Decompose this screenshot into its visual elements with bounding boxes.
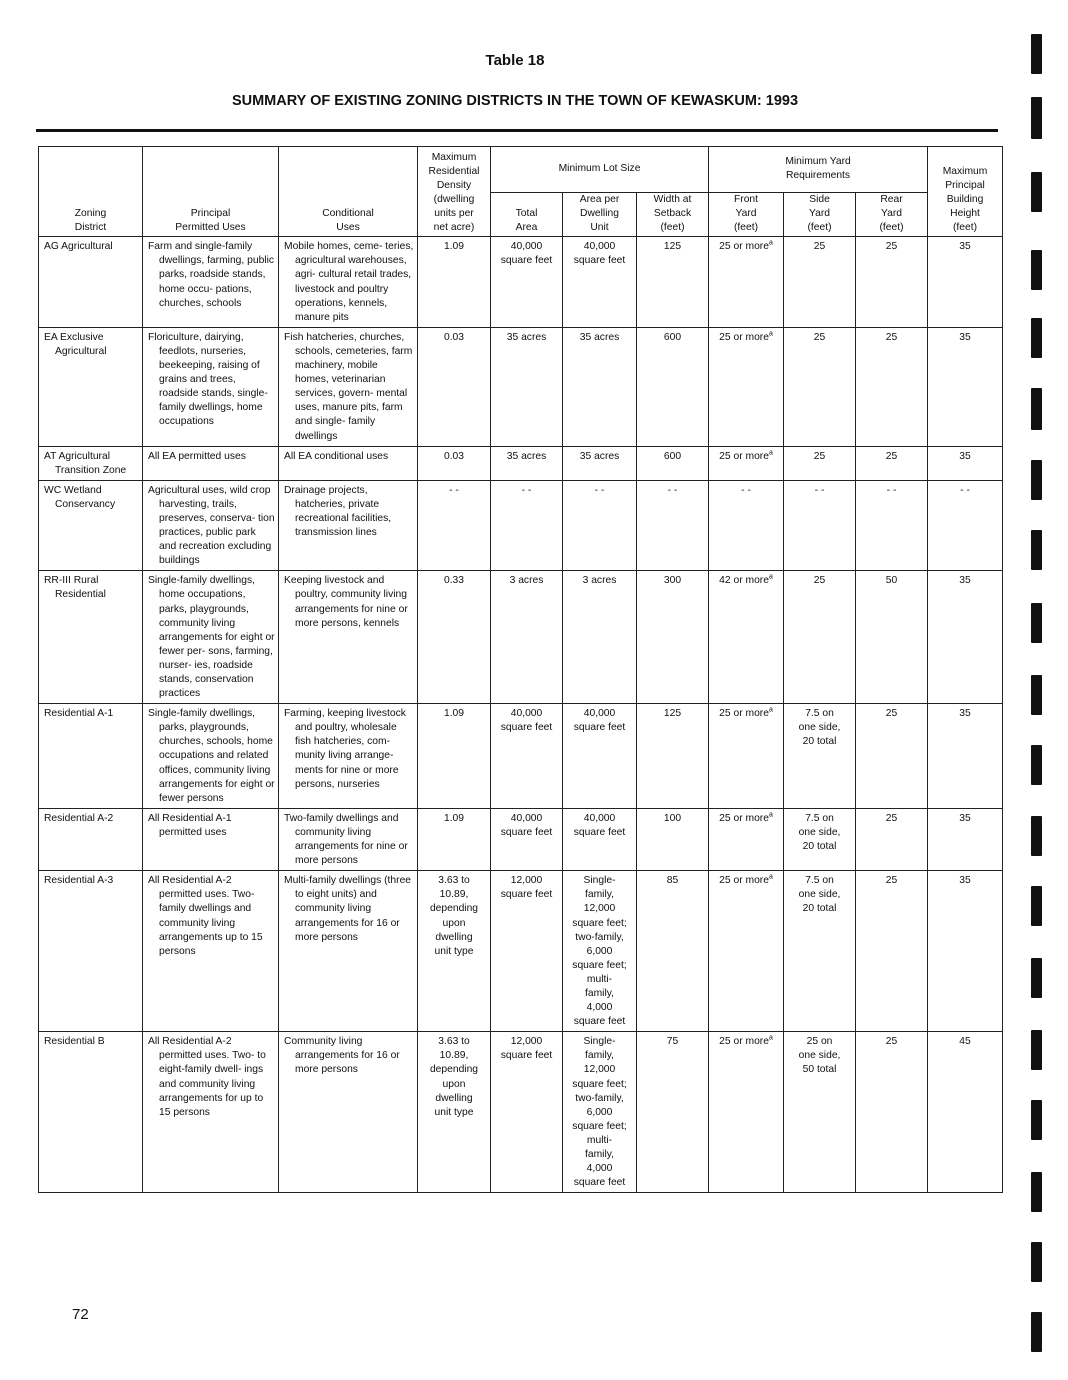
area-per-unit-cell: [563, 808, 637, 870]
margin-bar: [1031, 1172, 1042, 1212]
density-cell-text: 1.09: [443, 812, 465, 824]
width-cell: [637, 571, 709, 704]
header-max-height: Maximum Principal Building Height (feet): [928, 147, 1003, 237]
area-per-unit-cell: [563, 704, 637, 809]
side-yard-cell: [784, 327, 856, 446]
table-row: [39, 808, 1003, 870]
principal-uses-cell: [143, 571, 279, 704]
total-area-cell-text: - -: [521, 484, 532, 496]
principal-uses-cell: [143, 871, 279, 1032]
district-cell: [39, 871, 143, 1032]
density-cell-text: 3.63 to 10.89, depending upon dwelling unit type: [429, 1036, 479, 1118]
total-area-cell: [491, 808, 563, 870]
side-yard-cell: [784, 808, 856, 870]
width-cell: [637, 871, 709, 1032]
front-yard-cell: [709, 446, 784, 480]
width-cell: [637, 237, 709, 328]
front-yard-cell-text: 42 or more: [719, 575, 769, 587]
table-row: [39, 327, 1003, 446]
rear-yard-cell-text: 25: [885, 450, 898, 462]
area-per-unit-cell-text: 35 acres: [579, 450, 620, 462]
density-cell: [418, 704, 491, 809]
rear-yard-cell-text: 25: [885, 1036, 898, 1048]
rear-yard-cell-text: 25: [885, 812, 898, 824]
principal-uses-cell-text: Farm and single-family dwellings, farming, public parks, roadside stands, home occu- pations, churches, schools: [148, 241, 275, 309]
density-cell: [418, 808, 491, 870]
rear-yard-cell-text: 25: [885, 875, 898, 887]
total-area-cell: [491, 327, 563, 446]
footnote-marker: a: [768, 811, 773, 819]
header-side-yard: Side Yard (feet): [784, 193, 856, 237]
margin-bar: [1031, 675, 1042, 715]
principal-uses-cell: [143, 1032, 279, 1193]
side-yard-cell-text: 7.5 on one side, 20 total: [798, 708, 841, 748]
total-area-cell-text: 40,000 square feet: [500, 708, 553, 734]
header-zoning-district: Zoning District: [39, 147, 143, 237]
front-yard-cell-text: 25 or more: [719, 241, 769, 253]
side-yard-cell: [784, 571, 856, 704]
table-row: [39, 571, 1003, 704]
total-area-cell: [491, 571, 563, 704]
margin-bar: [1031, 1100, 1042, 1140]
margin-bar: [1031, 318, 1042, 358]
width-cell-text: 85: [666, 875, 679, 887]
front-yard-cell-text: 25 or more: [719, 812, 769, 824]
width-cell: [637, 327, 709, 446]
conditional-uses-cell-text: Mobile homes, ceme- teries, agricultural warehouses, agri- cultural retail trades, livestock and poultry operations, kennels, manure pits: [284, 241, 414, 323]
height-cell: [928, 704, 1003, 809]
density-cell-text: 0.33: [443, 575, 465, 587]
side-yard-cell-text: 25: [813, 331, 826, 343]
conditional-uses-cell-text: All EA conditional uses: [284, 450, 389, 462]
area-per-unit-cell-text: Single- family, 12,000 square feet; two-family, 6,000 square feet; multi- family, 4,000 square feet: [572, 875, 627, 1028]
rear-yard-cell-text: - -: [886, 484, 897, 496]
principal-uses-cell: [143, 237, 279, 328]
front-yard-cell-text: 25 or more: [719, 708, 769, 720]
area-per-unit-cell-text: - -: [594, 484, 605, 496]
total-area-cell: [491, 237, 563, 328]
table-row: [39, 480, 1003, 571]
table-row: [39, 446, 1003, 480]
footnote-marker: a: [768, 873, 773, 881]
margin-bar: [1031, 1312, 1042, 1352]
side-yard-cell-text: 7.5 on one side, 20 total: [798, 812, 841, 853]
principal-uses-cell-text: Floriculture, dairying, feedlots, nurseries, beekeeping, raising of grains and trees, roadside stands, single-family dwellings, home occupations: [148, 331, 268, 428]
rear-yard-cell: [856, 480, 928, 571]
margin-bar: [1031, 1030, 1042, 1070]
total-area-cell-text: 12,000 square feet: [500, 875, 553, 901]
width-cell-text: 100: [663, 812, 682, 824]
front-yard-cell-text: - -: [741, 484, 751, 496]
width-cell-text: 125: [663, 241, 682, 253]
margin-bar: [1031, 745, 1042, 785]
area-per-unit-cell: [563, 480, 637, 571]
height-cell: [928, 446, 1003, 480]
margin-bar: [1031, 97, 1042, 139]
footnote-marker: a: [768, 706, 773, 714]
area-per-unit-cell-text: 35 acres: [579, 331, 620, 343]
margin-bar: [1031, 816, 1042, 856]
total-area-cell: [491, 871, 563, 1032]
density-cell: [418, 237, 491, 328]
conditional-uses-cell: [279, 704, 418, 809]
district-cell-text: EA Exclusive Agricultural: [44, 331, 107, 357]
district-cell-text: AG Agricultural: [44, 241, 113, 253]
height-cell: [928, 327, 1003, 446]
area-per-unit-cell: [563, 1032, 637, 1193]
rear-yard-cell: [856, 237, 928, 328]
header-conditional-uses: Conditional Uses: [279, 147, 418, 237]
total-area-cell-text: 3 acres: [509, 575, 544, 587]
area-per-unit-cell-text: 40,000 square feet: [573, 708, 626, 734]
density-cell: [418, 1032, 491, 1193]
margin-bar: [1031, 603, 1042, 643]
margin-bar: [1031, 460, 1042, 500]
width-cell: [637, 446, 709, 480]
width-cell-text: 600: [663, 331, 682, 343]
district-cell: [39, 327, 143, 446]
side-yard-cell-text: 7.5 on one side, 20 total: [798, 875, 841, 915]
side-yard-cell-text: 25: [813, 575, 826, 587]
height-cell-text: 35: [959, 241, 971, 253]
area-per-unit-cell-text: 40,000 square feet: [573, 241, 626, 267]
principal-uses-cell-text: Single-family dwellings, parks, playgrounds, churches, schools, home occupations and related offices, community living arrangements for eight or fewer persons: [148, 708, 275, 804]
height-cell-text: 35: [959, 812, 971, 824]
margin-bar: [1031, 886, 1042, 926]
side-yard-cell: [784, 871, 856, 1032]
conditional-uses-cell-text: Two-family dwellings and community living arrangements for nine or more persons: [284, 812, 408, 867]
density-cell-text: - -: [449, 484, 459, 496]
total-area-cell: [491, 480, 563, 571]
table-title: SUMMARY OF EXISTING ZONING DISTRICTS IN THE TOWN OF KEWASKUM: 1993: [231, 93, 799, 109]
side-yard-cell-text: - -: [814, 484, 825, 496]
footnote-marker: a: [768, 239, 773, 247]
height-cell: [928, 571, 1003, 704]
side-yard-cell: [784, 1032, 856, 1193]
rear-yard-cell: [856, 704, 928, 809]
rear-yard-cell-text: 25: [885, 708, 898, 720]
front-yard-cell: [709, 704, 784, 809]
header-min-yard: Minimum Yard Requirements: [709, 147, 928, 193]
principal-uses-cell-text: Agricultural uses, wild crop harvesting, trails, preserves, conserva- tion practices, public park and recreation excluding buildings: [148, 484, 275, 567]
density-cell: [418, 871, 491, 1032]
front-yard-cell-text: 25 or more: [719, 450, 769, 462]
width-cell: [637, 1032, 709, 1193]
footnote-marker: a: [768, 1034, 773, 1042]
zoning-table: [38, 146, 1003, 1193]
height-cell-text: 45: [959, 1036, 971, 1048]
density-cell-text: 1.09: [443, 708, 465, 720]
width-cell: [637, 704, 709, 809]
margin-bar: [1031, 250, 1042, 290]
side-yard-cell-text: 25 on one side, 50 total: [798, 1036, 841, 1076]
margin-bar: [1031, 172, 1042, 212]
conditional-uses-cell-text: Fish hatcheries, churches, schools, cemeteries, farm machinery, mobile homes, veterinarian services, govern- mental uses, manure pits, farm and single- family dwellings: [284, 331, 413, 442]
district-cell: [39, 237, 143, 328]
front-yard-cell-text: 25 or more: [719, 875, 769, 887]
margin-bar: [1031, 388, 1042, 430]
total-area-cell-text: 35 acres: [506, 331, 547, 343]
rear-yard-cell-text: 50: [885, 575, 898, 587]
principal-uses-cell-text: All Residential A-2 permitted uses. Two- to eight-family dwell- ings and community living arrangements for up to 15 persons: [148, 1036, 266, 1118]
header-rear-yard: Rear Yard (feet): [856, 193, 928, 237]
conditional-uses-cell-text: Community living arrangements for 16 or more persons: [284, 1036, 400, 1076]
district-cell-text: RR-III Rural Residential: [44, 575, 106, 601]
header-min-lot-size: Minimum Lot Size: [491, 147, 709, 193]
district-cell-text: AT Agricultural Transition Zone: [44, 450, 127, 476]
principal-uses-cell: [143, 480, 279, 571]
header-total-area: Total Area: [491, 193, 563, 237]
title-rule: [36, 129, 998, 132]
width-cell-text: 600: [663, 450, 682, 462]
conditional-uses-cell: [279, 480, 418, 571]
table-row: [39, 237, 1003, 328]
front-yard-cell: [709, 237, 784, 328]
rear-yard-cell: [856, 808, 928, 870]
table-row: [39, 704, 1003, 809]
front-yard-cell: [709, 808, 784, 870]
height-cell-text: 35: [959, 450, 971, 462]
density-cell: [418, 446, 491, 480]
density-cell-text: 0.03: [443, 331, 465, 343]
conditional-uses-cell: [279, 871, 418, 1032]
side-yard-cell: [784, 237, 856, 328]
side-yard-cell-text: 25: [813, 450, 826, 462]
conditional-uses-cell: [279, 571, 418, 704]
front-yard-cell: [709, 571, 784, 704]
height-cell: [928, 871, 1003, 1032]
district-cell-text: Residential A-3: [44, 875, 114, 887]
side-yard-cell: [784, 480, 856, 571]
area-per-unit-cell: [563, 327, 637, 446]
width-cell-text: 125: [663, 708, 682, 720]
area-per-unit-cell: [563, 871, 637, 1032]
district-cell: [39, 1032, 143, 1193]
total-area-cell-text: 35 acres: [506, 450, 547, 462]
district-cell-text: Residential A-1: [44, 708, 114, 720]
district-cell: [39, 704, 143, 809]
rear-yard-cell: [856, 571, 928, 704]
total-area-cell-text: 40,000 square feet: [500, 812, 553, 838]
footnote-marker: a: [768, 449, 773, 457]
front-yard-cell-text: 25 or more: [719, 331, 769, 343]
density-cell: [418, 327, 491, 446]
front-yard-cell: [709, 327, 784, 446]
header-front-yard: Front Yard (feet): [709, 193, 784, 237]
density-cell-text: 0.03: [443, 450, 465, 462]
height-cell-text: 35: [959, 708, 971, 720]
margin-bar: [1031, 530, 1042, 570]
district-cell: [39, 446, 143, 480]
front-yard-cell: [709, 1032, 784, 1193]
principal-uses-cell: [143, 327, 279, 446]
area-per-unit-cell: [563, 571, 637, 704]
total-area-cell-text: 40,000 square feet: [500, 241, 553, 267]
page-number: 72: [72, 1306, 89, 1323]
area-per-unit-cell-text: 3 acres: [582, 575, 617, 587]
total-area-cell: [491, 1032, 563, 1193]
district-cell: [39, 480, 143, 571]
area-per-unit-cell-text: 40,000 square feet: [573, 812, 626, 838]
conditional-uses-cell-text: Multi-family dwellings (three to eight units) and community living arrangements for 16 or more persons: [284, 875, 412, 943]
conditional-uses-cell: [279, 446, 418, 480]
footnote-marker: a: [768, 330, 773, 338]
margin-bar: [1031, 958, 1042, 998]
total-area-cell: [491, 704, 563, 809]
width-cell: [637, 808, 709, 870]
height-cell: [928, 808, 1003, 870]
density-cell: [418, 571, 491, 704]
density-cell: [418, 480, 491, 571]
rear-yard-cell: [856, 871, 928, 1032]
density-cell-text: 1.09: [443, 241, 465, 253]
principal-uses-cell-text: All EA permitted uses: [148, 450, 246, 462]
header-area-per-unit: Area per Dwelling Unit: [563, 193, 637, 237]
principal-uses-cell: [143, 808, 279, 870]
total-area-cell: [491, 446, 563, 480]
rear-yard-cell: [856, 327, 928, 446]
conditional-uses-cell-text: Farming, keeping livestock and poultry, wholesale fish hatcheries, com- munity living arrange- ments for nine or more persons, nurseries: [284, 708, 406, 790]
width-cell-text: 300: [663, 575, 682, 587]
margin-bar: [1031, 1242, 1042, 1282]
principal-uses-cell: [143, 704, 279, 809]
height-cell-text: 35: [959, 575, 971, 587]
area-per-unit-cell-text: Single- family, 12,000 square feet; two-family, 6,000 square feet; multi- family, 4,000 square feet: [572, 1036, 627, 1189]
rear-yard-cell: [856, 446, 928, 480]
table-number: Table 18: [485, 52, 545, 69]
area-per-unit-cell: [563, 446, 637, 480]
area-per-unit-cell: [563, 237, 637, 328]
side-yard-cell: [784, 704, 856, 809]
conditional-uses-cell-text: Keeping livestock and poultry, community living arrangements for nine or more persons, kennels: [284, 575, 408, 629]
principal-uses-cell-text: All Residential A-2 permitted uses. Two- family dwellings and community living arrangements up to 15 persons: [148, 875, 263, 957]
district-cell: [39, 571, 143, 704]
rear-yard-cell-text: 25: [885, 331, 898, 343]
width-cell-text: - -: [667, 484, 678, 496]
density-cell-text: 3.63 to 10.89, depending upon dwelling unit type: [429, 875, 479, 957]
height-cell-text: 35: [959, 331, 971, 343]
table-row: [39, 871, 1003, 1032]
district-cell: [39, 808, 143, 870]
header-width-setback: Width at Setback (feet): [637, 193, 709, 237]
height-cell-text: 35: [959, 875, 971, 887]
conditional-uses-cell: [279, 1032, 418, 1193]
table-row: [39, 1032, 1003, 1193]
height-cell: [928, 480, 1003, 571]
footnote-marker: a: [768, 573, 773, 581]
front-yard-cell-text: 25 or more: [719, 1036, 769, 1048]
conditional-uses-cell: [279, 327, 418, 446]
margin-bar: [1031, 34, 1042, 74]
front-yard-cell: [709, 480, 784, 571]
width-cell-text: 75: [666, 1036, 679, 1048]
header-max-density: Maximum Residential Density (dwelling units per net acre): [418, 147, 491, 237]
principal-uses-cell-text: All Residential A-1 permitted uses: [148, 812, 232, 838]
conditional-uses-cell-text: Drainage projects, hatcheries, private recreational facilities, transmission lines: [284, 484, 392, 539]
height-cell: [928, 1032, 1003, 1193]
principal-uses-cell-text: Single-family dwellings, home occupations, parks, playgrounds, community living arrangements for eight or fewer per- sons, farming, nurser- ies, roadside stands, conservation practices: [148, 575, 275, 700]
header-principal-uses: Principal Permitted Uses: [143, 147, 279, 237]
front-yard-cell: [709, 871, 784, 1032]
height-cell: [928, 237, 1003, 328]
width-cell: [637, 480, 709, 571]
rear-yard-cell-text: 25: [885, 241, 898, 253]
principal-uses-cell: [143, 446, 279, 480]
district-cell-text: Residential A-2: [44, 812, 114, 824]
total-area-cell-text: 12,000 square feet: [500, 1036, 553, 1062]
conditional-uses-cell: [279, 237, 418, 328]
conditional-uses-cell: [279, 808, 418, 870]
rear-yard-cell: [856, 1032, 928, 1193]
side-yard-cell: [784, 446, 856, 480]
district-cell-text: Residential B: [44, 1036, 105, 1048]
zoning-table-body: [39, 237, 1003, 1193]
district-cell-text: WC Wetland Conservancy: [44, 484, 116, 510]
height-cell-text: - -: [960, 484, 970, 496]
side-yard-cell-text: 25: [813, 241, 826, 253]
